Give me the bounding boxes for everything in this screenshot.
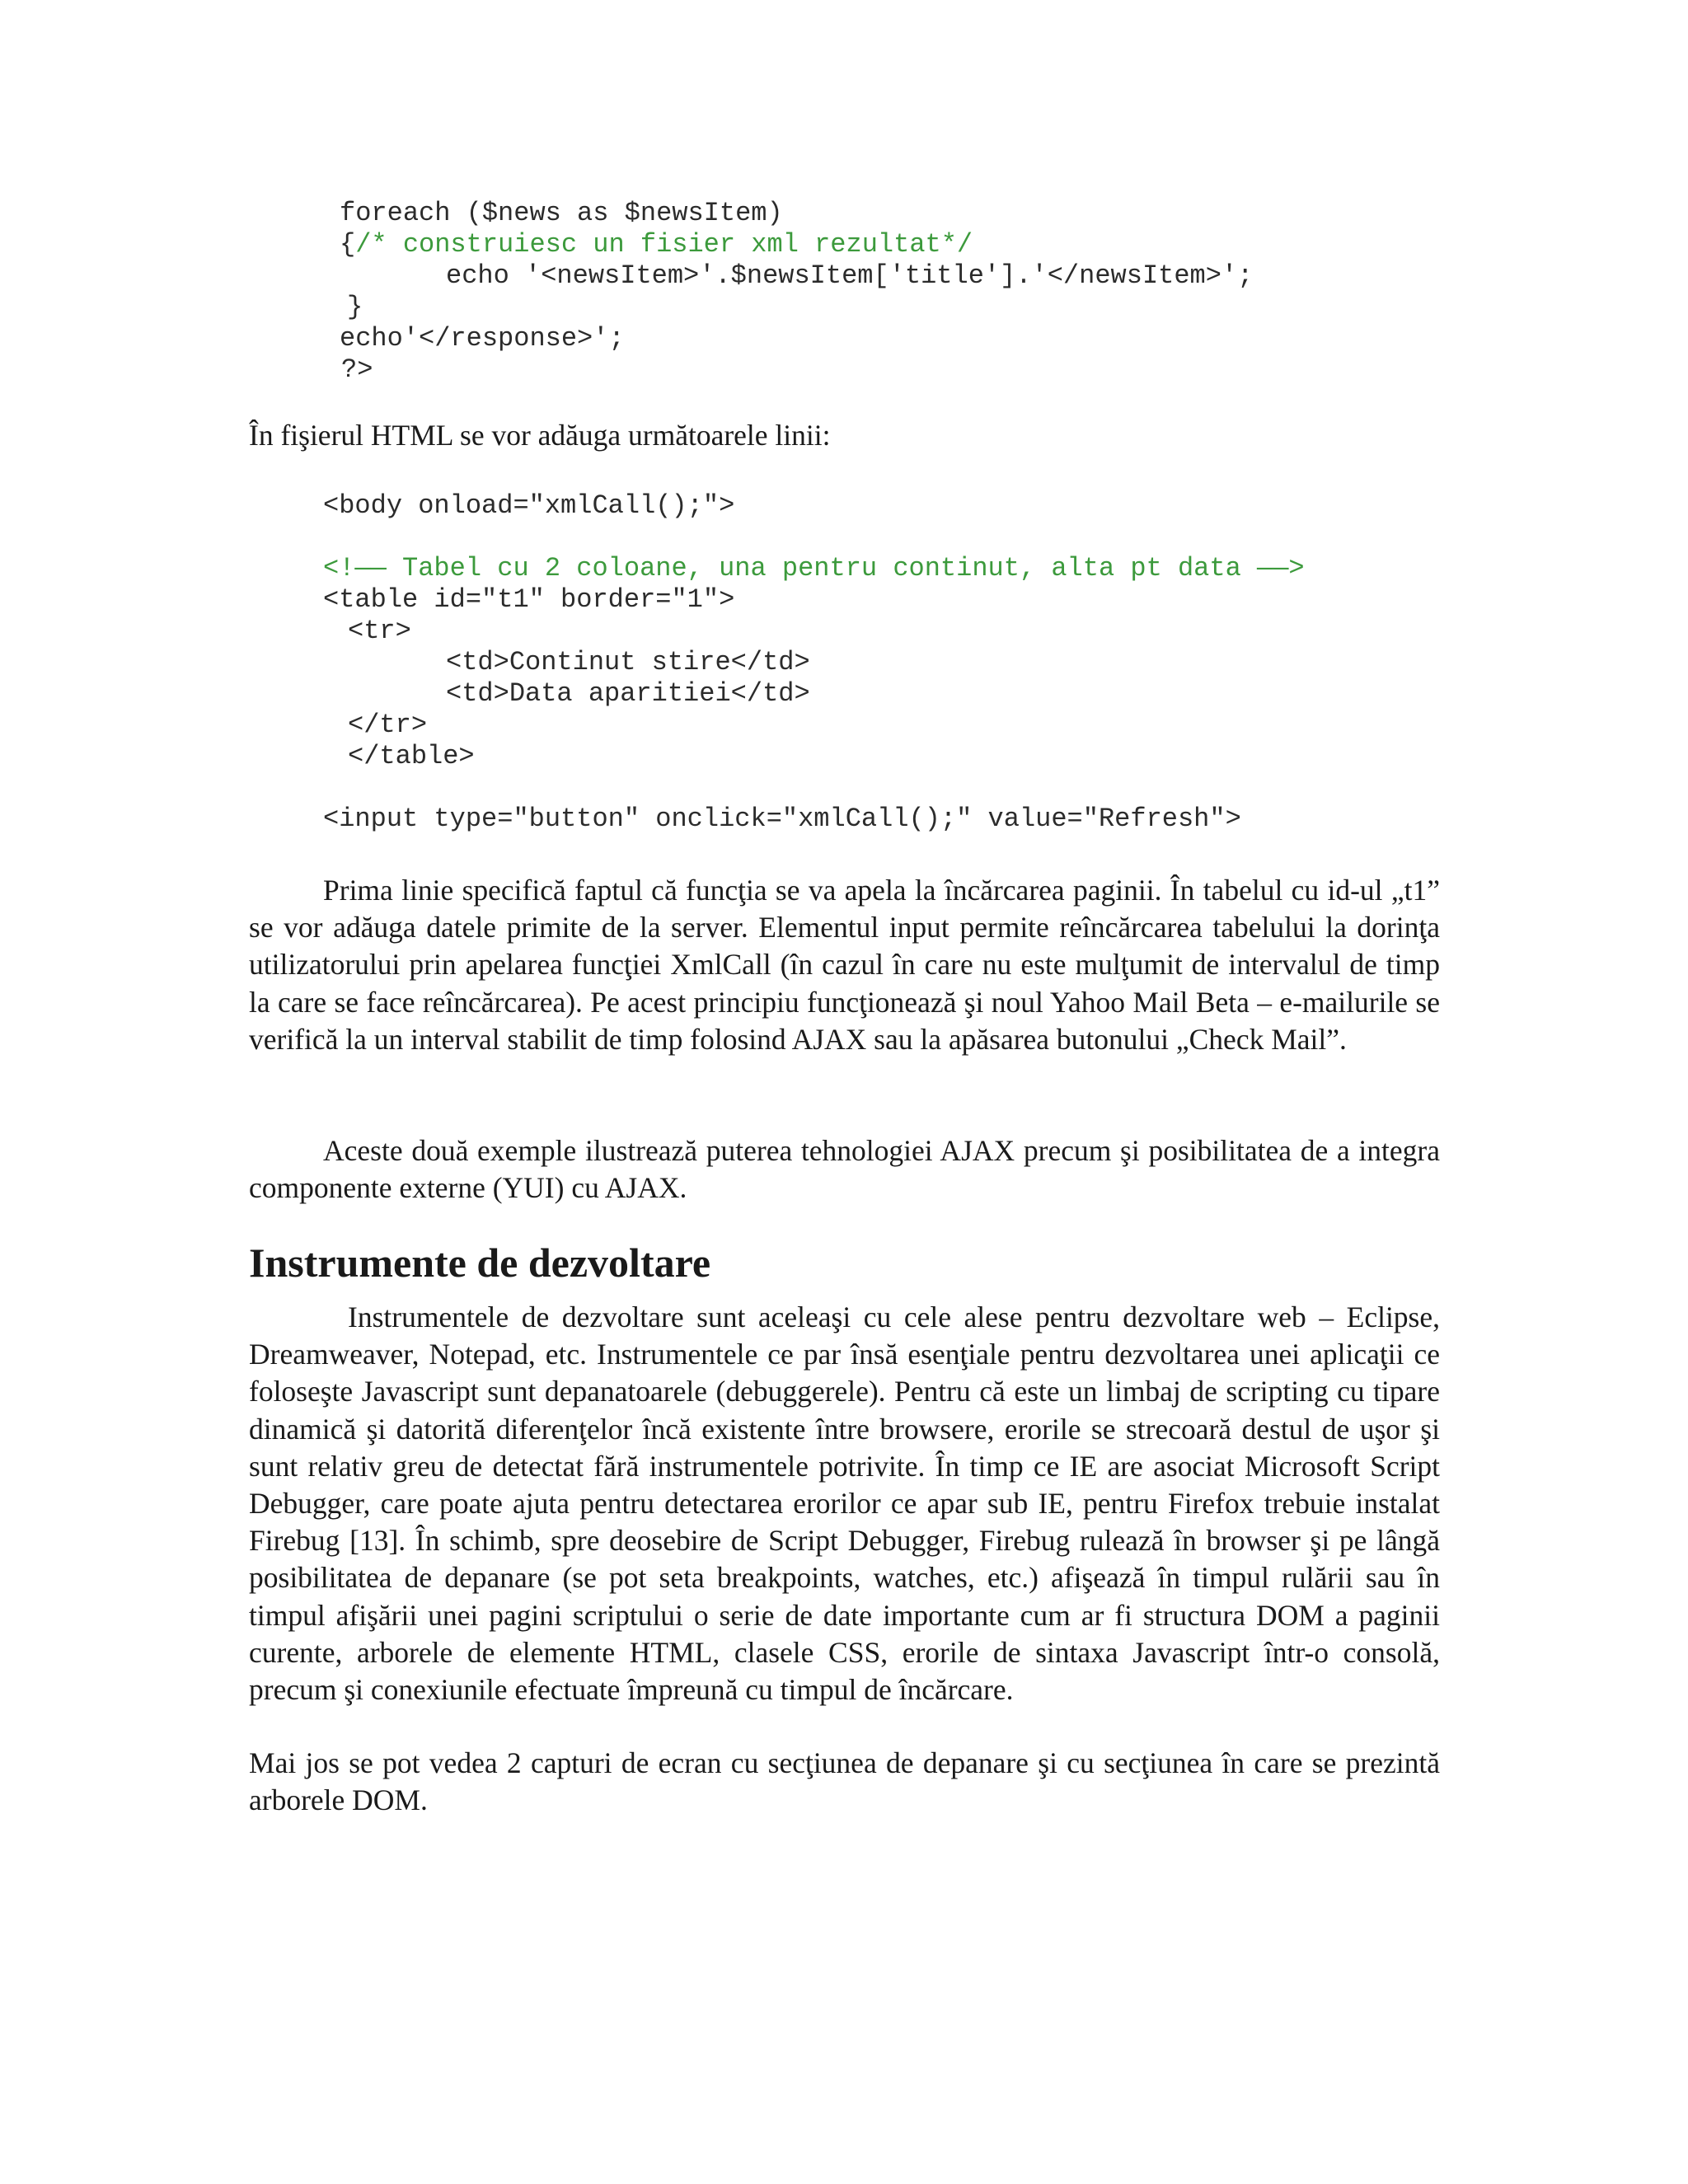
paragraph: Instrumentele de dezvoltare sunt aceleaşi cu cele alese pentru dezvoltare web – Eclipse, Dreamweaver, Notepad, etc. Instrumentele ce par însă esenţiale pentru dezvoltarea unei aplicaţii ce foloseşte Javascript sunt depanatoarele (debuggerele). Pentru că este un limbaj de scripting cu tipare dinamică şi datorită diferenţelor încă existente între browsere, erorile se strecoară destul de uşor şi sunt relativ greu de detectat fără instrumentele potrivite. În timp ce IE are asociat Microsoft Script Debugger, care poate ajuta pentru detectarea erorilor ce apar sub IE, pentru Firefox trebuie instalat Firebug [13]. În schimb, spre deosebire de Script Debugger, Firebug rulează în browser şi pe lângă posibilitatea de depanare (se pot seta breakpoints, watches, etc.) afişează în timpul rulării sau în timpul afişării unei pagini scriptului o serie de date importante cum ar fi structura DOM a paginii curente, arborele de elemente HTML, clasele CSS, erorile de sintaxa Javascript într-o consolă, precum şi conexiunile efectuate împreună cu timpul de încărcare. [249,1301,1440,1707]
code-line: </tr> [348,710,428,740]
code-line: } [347,292,363,322]
code-line: <td>Data aparitiei</td> [446,678,810,709]
code-line: <input type="button" onclick="xmlCall();" value="Refresh"> [323,804,1241,834]
code-line: <table id="t1" border="1"> [323,584,735,615]
paragraph: Prima linie specifică faptul că funcţia se va apela la încărcarea paginii. În tabelul cu id-ul „t1” se vor adăuga datele primite de la server. Elementul input permite reîncărcarea tabelului la dorinţa utilizatorului prin apelarea funcţiei XmlCall (în cazul în care nu este mulţumit de intervalul de timp la care se face reîncărcarea). Pe acest principiu funcţionează şi noul Yahoo Mail Beta – e-mailurile se verifică la un interval stabilit de timp folosind AJAX sau la apăsarea butonului „Check Mail”. [249,874,1440,1056]
code-comment-line: <!—— Tabel cu 2 coloane, una pentru continut, alta pt data ——> [323,553,1305,583]
code-line: <td>Continut stire</td> [446,647,810,677]
code-line: <tr> [348,616,411,646]
code-line: {/* construiesc un fisier xml rezultat*/ [340,229,973,260]
section-heading: Instrumente de dezvoltare [249,1240,711,1286]
intro-line: În fişierul HTML se vor adăuga următoarele linii: [249,419,831,452]
code-line: echo'</response>'; [340,323,625,354]
code-line: ?> [341,354,373,385]
code-line: echo '<newsItem>'.$newsItem['title'].'</newsItem>'; [446,260,1254,291]
code-line: <body onload="xmlCall();"> [323,490,735,521]
paragraph: Aceste două exemple ilustrează puterea tehnologiei AJAX precum şi posibilitatea de a integra componente externe (YUI) cu AJAX. [249,1134,1440,1205]
code-line: foreach ($news as $newsItem) [340,198,783,228]
code-line: </table> [348,741,475,771]
paragraph: Mai jos se pot vedea 2 capturi de ecran cu secţiunea de depanare şi cu secţiunea în care se prezintă arborele DOM. [249,1746,1440,1817]
